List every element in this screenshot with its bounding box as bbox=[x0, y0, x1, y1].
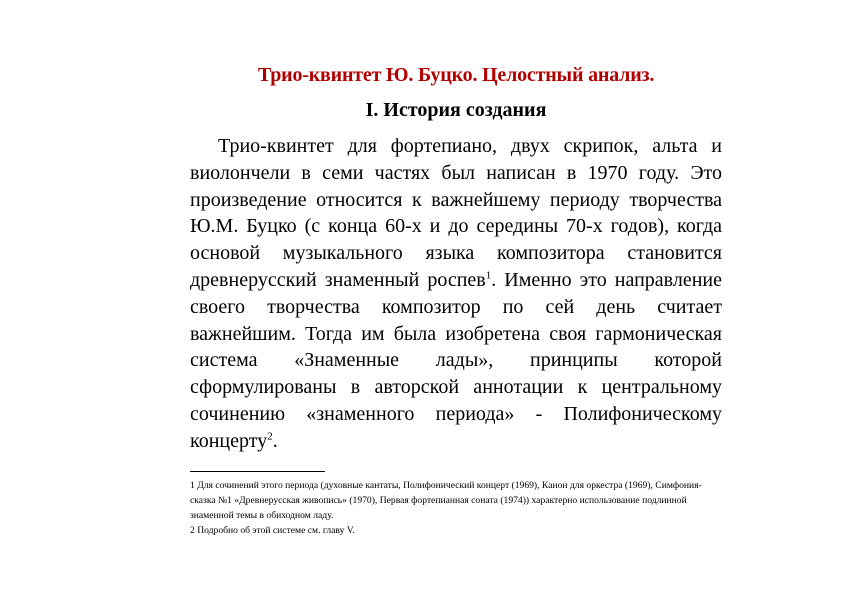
footnote-ref-1: 1 bbox=[485, 269, 492, 282]
footnote-separator bbox=[190, 471, 325, 472]
footnote-2: 2 Подробно об этой системе см. главу V. bbox=[190, 525, 355, 536]
document-title: Трио-квинтет Ю. Буцко. Целостный анализ. bbox=[257, 64, 655, 86]
body-paragraph bbox=[190, 133, 722, 455]
section-heading: I. История создания bbox=[365, 99, 547, 121]
paragraph-text-part1: Трио-квинтет для фортепиано, двух скрипок, альта и виолончели в семи частях был написан в 1970 году. Это произведение относится к важнейшему периоду творчества Ю.М. Буцко (с конца 60-х и до середины 70-х годов), когда основой музыкального языка композитора становится древнерусский знаменный роспев bbox=[190, 135, 722, 291]
paragraph-text-part2: . Именно это направление своего творчества композитор по сей день считает важнейшим. Тогда им была изобретена своя гармоническая система «Знаменные лады», принципы которой сформулированы в авторской аннотации к центральному сочинению «знаменного периода» - Полифоническому концерту bbox=[190, 268, 722, 452]
footnote-1: 1 Для сочинений этого периода (духовные кантаты, Полифонический концерт (1969), Канон для оркестра (1969), Симфония-сказка №1 «Древнерусская живопись» (1970), Первая фортепианная соната (1974)) характерно использование подлинной знаменной темы в обиходном ладу. bbox=[190, 480, 702, 521]
footnotes bbox=[190, 478, 722, 538]
paragraph-text-part3: . bbox=[272, 429, 278, 452]
footnote-ref-2: 2 bbox=[267, 430, 273, 443]
